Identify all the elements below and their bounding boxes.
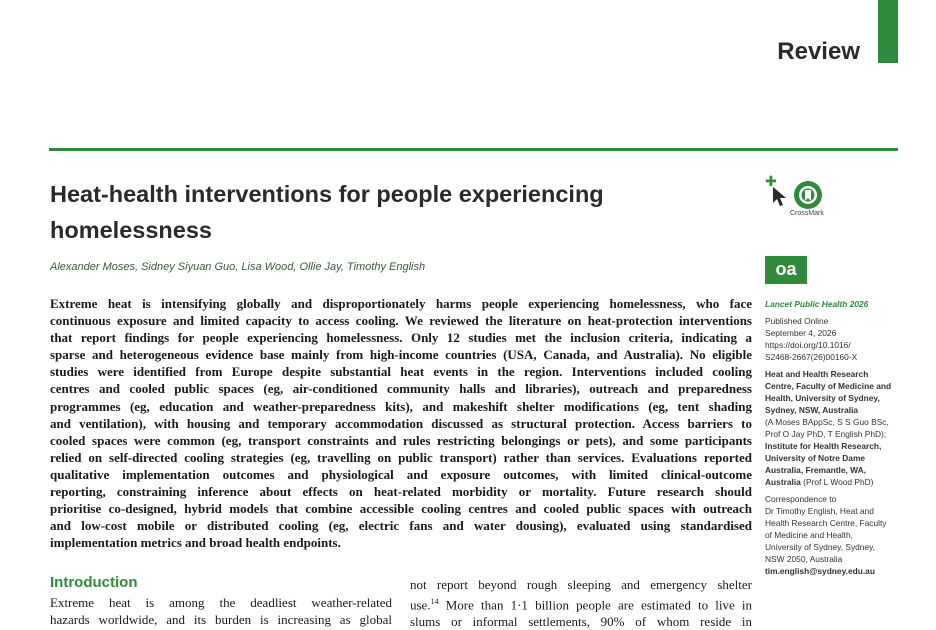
correspondence-line: NSW 2050, Australia	[765, 554, 843, 564]
body-column-left	[50, 594, 392, 628]
affiliation-line: Heat and Health Research	[765, 369, 869, 379]
email-link[interactable]: tim.english@sydney.edu.au	[765, 566, 875, 576]
abstract-line: reporting, constraining inference about effects on heat-related morbidity or mortality. Future research should	[50, 484, 752, 500]
abstract-line: continuous exposure and limited capacity to access cooling. We reviewed the literature on heat-protection interventions	[50, 313, 752, 329]
abstract-line: relied on self-directed cooling strategies (eg, travelling on public transport) rather than services. Evaluations reported	[50, 449, 752, 465]
body-line: Extreme heat is among the deadliest weather-related	[50, 595, 392, 610]
affiliation-country: Australia	[765, 477, 801, 487]
section-label: Review	[777, 38, 860, 65]
body-line: slums or informal settlements, 90% of whom reside in	[410, 614, 752, 630]
abstract-line: Extreme heat is intensifying globally and disproportionately harms people experiencing homelessness, who face	[50, 296, 752, 311]
oa-badge-icon: oa	[765, 256, 807, 284]
bookmark-icon	[794, 181, 822, 209]
correspondence-line: Health Research Centre, Faculty	[765, 518, 887, 528]
abstract	[50, 295, 752, 551]
abstract-line: centres and cooled public spaces (eg, air-conditioned community halls and libraries), outreach and preparedness	[50, 381, 752, 397]
correspondence-line: Correspondence to	[765, 494, 837, 504]
abstract-line: studies were identified from Europe despite substantial heat events in the region. Interventions included cooling	[50, 364, 752, 380]
journal-citation: Lancet Public Health 2026	[765, 299, 869, 309]
affiliation-people: (A Moses BAppSc, S S Guo BSc,	[765, 417, 889, 427]
abstract-line: implementation metrics and broad health endpoints.	[50, 535, 341, 551]
crossmark-label: CrossMark	[790, 210, 824, 217]
abstract-line: that report findings for people experiencing homelessness. Only 12 studies met the inclusion criteria, indicating a	[50, 330, 752, 346]
body-text: use.	[410, 597, 431, 613]
affiliation-line: University of Notre Dame	[765, 453, 866, 463]
section-heading-introduction: Introduction	[50, 574, 138, 591]
abstract-line: cooled spaces were common (eg, transport constraints and rules restricting belongings or pets), and some participants	[50, 432, 752, 448]
body-line: not report beyond rough sleeping and emergency shelter	[410, 577, 752, 592]
body-line	[410, 593, 752, 613]
affiliation-line: Centre, Faculty of Medicine and	[765, 381, 892, 391]
correspondence-line: of Medicine and Health,	[765, 530, 853, 540]
article-title	[50, 176, 690, 248]
doi-link[interactable]: S2468-2667(26)00160-X	[765, 352, 858, 362]
body-column-right	[410, 576, 752, 630]
sidebar-metadata	[765, 298, 915, 577]
abstract-line: qualitative implementation outcomes and physiological and exposure outcomes, with limited clinical-outcome	[50, 466, 752, 482]
body-line: hazards worldwide, and its burden is increasing as global	[50, 612, 392, 627]
header-rule	[49, 148, 898, 151]
affiliation-line: Institute for Health Research,	[765, 441, 882, 451]
correspondence-line: Dr Timothy English, Heat and	[765, 506, 874, 516]
affiliation-line	[765, 476, 915, 488]
body-text: More than 1·1 billion people are estimated to live in	[438, 597, 752, 613]
abstract-line: and ventilation), with housing and temporary accommodation discussed as structural protection. Access barriers to	[50, 415, 752, 431]
affiliation-line: Sydney, NSW, Australia	[765, 405, 859, 415]
published-line: Published Online	[765, 316, 829, 326]
section-tab	[878, 0, 898, 63]
crossmark-plus-icon[interactable]: ✚	[765, 174, 777, 190]
crossmark-icon[interactable]	[794, 181, 822, 209]
title-line: Heat-health interventions for people experiencing	[50, 181, 604, 207]
correspondence-line: University of Sydney, Sydney,	[765, 542, 876, 552]
author-list: Alexander Moses, Sidney Siyuan Guo, Lisa Wood, Ollie Jay, Timothy English	[50, 261, 426, 273]
abstract-line: and low-cost mobile or distributed cooling (eg, electric fans and water dousing), evaluated using standardised	[50, 518, 752, 534]
abstract-line: programmes (eg, education and weather-preparedness kits), and makeshift shelter modifications (eg, tent shading	[50, 398, 752, 414]
title-line: homelessness	[50, 217, 212, 243]
doi-link[interactable]: https://doi.org/10.1016/	[765, 340, 851, 350]
citation-ref[interactable]: 14	[430, 597, 439, 606]
affiliation-people: Prof O Jay PhD, T English PhD);	[765, 429, 887, 439]
affiliation-people: (Prof L Wood PhD)	[800, 477, 874, 487]
abstract-line: prioritise co-designed, hybrid models that combine accessible cooling centres and cooled public spaces with outreach	[50, 501, 752, 517]
published-date: September 4, 2026	[765, 328, 837, 338]
abstract-line: sparse and heterogeneous evidence base mainly from high-income countries (USA, Canada, and Australia). No eligible	[50, 347, 752, 363]
affiliation-line: Australia, Fremantle, WA,	[765, 465, 866, 475]
cursor-arrow-icon	[772, 186, 788, 208]
affiliation-line: Health, University of Sydney,	[765, 393, 880, 403]
